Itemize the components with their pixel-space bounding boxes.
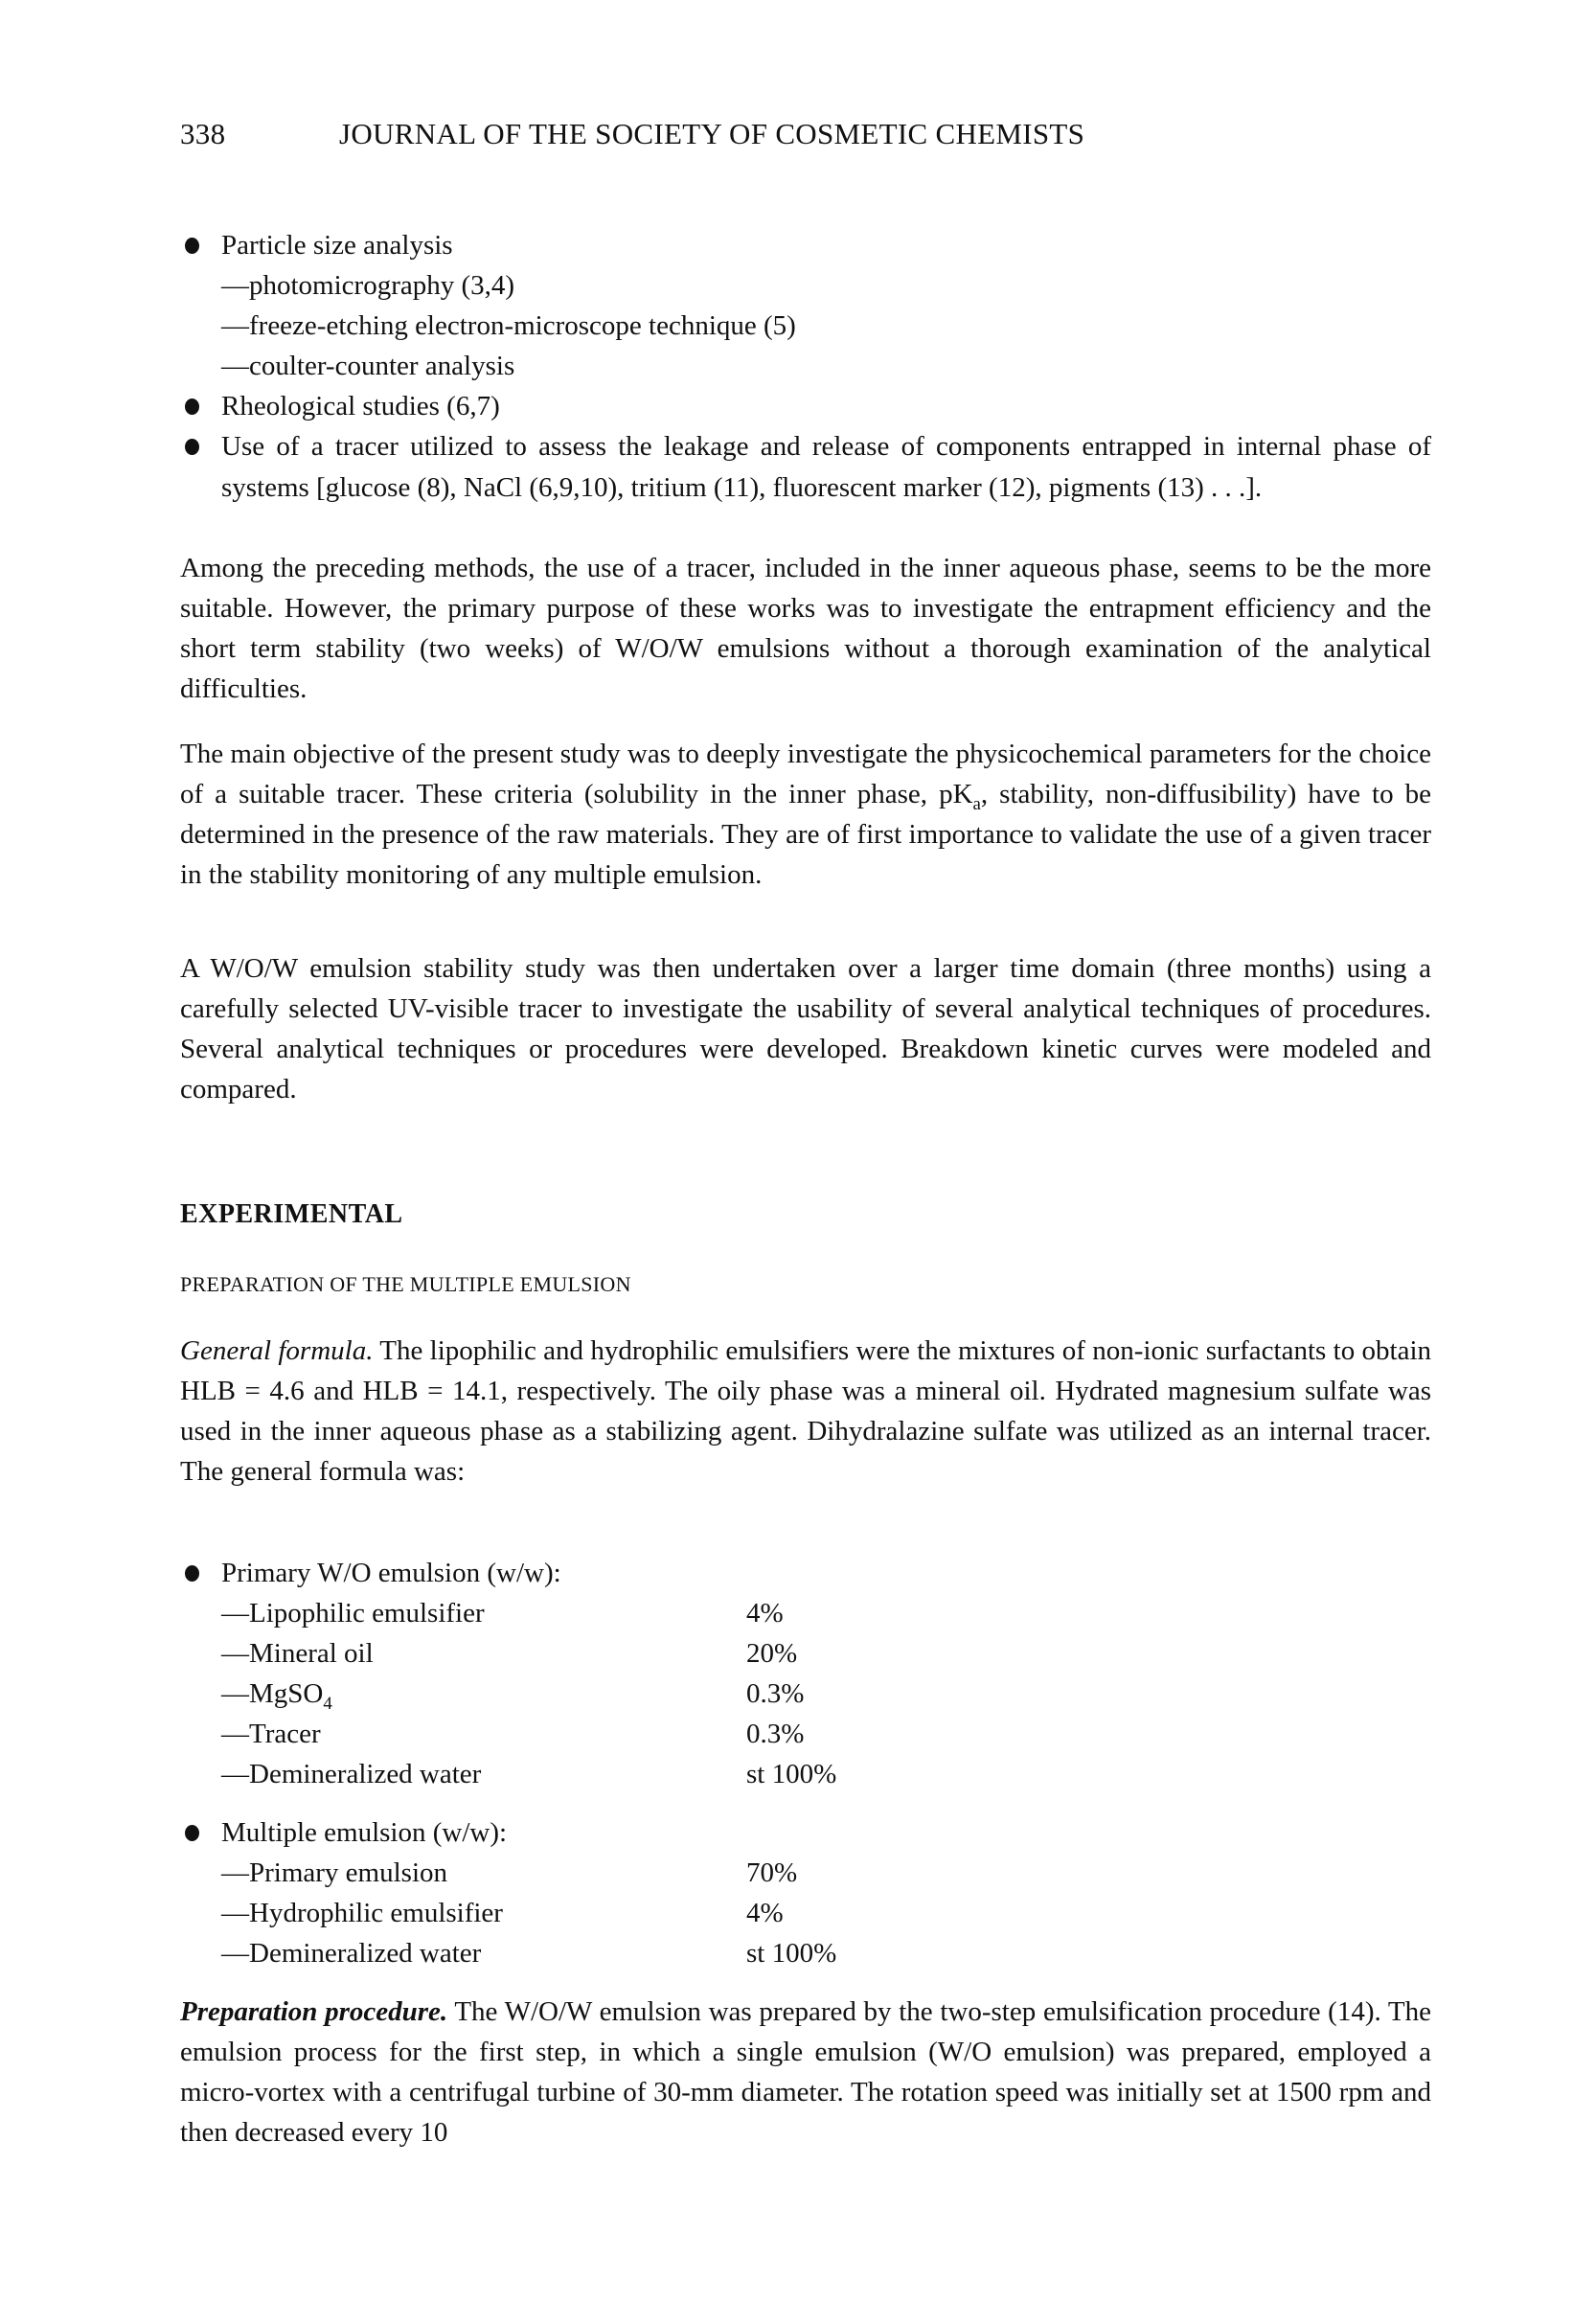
formula-multiple	[180, 1812, 1431, 1973]
ingredient: —Mineral oil	[221, 1638, 374, 1670]
list-item-text: Particle size analysis	[221, 230, 453, 261]
ingredient	[221, 1674, 746, 1714]
journal-title: JOURNAL OF THE SOCIETY OF COSMETIC CHEMISTS	[339, 117, 1085, 150]
ingredient-text: —MgSO	[221, 1678, 324, 1710]
amount: 0.3%	[746, 1719, 805, 1750]
methods-list	[180, 225, 1431, 508]
paragraph	[180, 734, 1431, 895]
runin-heading: General formula.	[180, 1335, 374, 1366]
formula-row	[180, 1593, 1431, 1633]
list-item	[180, 426, 1431, 507]
formula-row	[180, 1893, 1431, 1933]
bullet-icon	[185, 1565, 199, 1582]
ingredient: —Lipophilic emulsifier	[221, 1598, 485, 1629]
amount: 4%	[746, 1598, 784, 1629]
paragraph: Among the preceding methods, the use of a tracer, included in the inner aqueous phase, seems to be the more suitable. However, the primary purpose of these works was to investigate the entrapment efficiency and the short term stability (two weeks) of W/O/W emulsions without a thorough examination of the analytical difficulties.	[180, 553, 1431, 705]
list-item-text: Rheological studies (6,7)	[221, 391, 500, 422]
list-title: Primary W/O emulsion (w/w):	[221, 1558, 561, 1588]
bullet-icon	[185, 399, 199, 415]
text: The main objective of the present study was to deeply investigate the physicochemical parameters for the choice of a suitable tracer. These criteria (solubility in the inner phase, pK	[180, 739, 1431, 810]
bullet-icon	[185, 238, 199, 254]
list-title: Multiple emulsion (w/w):	[221, 1817, 508, 1848]
formula-row	[180, 1714, 1431, 1754]
text: The lipophilic and hydrophilic emulsifiers were the mixtures of non-ionic surfactants to obtain HLB = 4.6 and HLB = 14.1, respectively. The oily phase was a mineral oil. Hydrated magnesium sulfate was used in the inner aqueous phase as a stabilizing agent. Dihydralazine sulfate was utilized as an internal tracer. The general formula was:	[180, 1335, 1431, 1488]
formula-row	[180, 1674, 1431, 1714]
paragraph	[180, 1331, 1431, 1492]
subsection-heading: PREPARATION OF THE MULTIPLE EMULSION	[180, 1272, 631, 1296]
formula-primary	[180, 1553, 1431, 1795]
bullet-icon	[185, 439, 199, 455]
amount: st 100%	[746, 1938, 837, 1970]
runin-heading: Preparation procedure.	[180, 1996, 448, 2027]
subscript: 4	[323, 1694, 332, 1715]
ingredient: —Demineralized water	[221, 1938, 482, 1970]
amount: 70%	[746, 1857, 798, 1889]
ingredient: —Primary emulsion	[221, 1857, 448, 1889]
formula-row	[180, 1853, 1431, 1893]
amount: 4%	[746, 1898, 784, 1929]
list-item	[180, 1812, 1431, 1853]
list-item	[180, 1553, 1431, 1593]
text: The W/O/W emulsion was prepared by the two-step emulsification procedure (14). The emulsion process for the first step, in which a single emulsion (W/O emulsion) was prepared, employed a micro-vortex with a centrifugal turbine of 30-mm diameter. The rotation speed was initially set at 1500 rpm and then decreased every 10	[180, 1996, 1431, 2149]
bullet-icon	[185, 1825, 199, 1841]
section-heading: EXPERIMENTAL	[180, 1199, 403, 1229]
amount: 20%	[746, 1638, 798, 1670]
formula-row	[180, 1754, 1431, 1794]
list-item	[180, 225, 1431, 265]
paragraph: A W/O/W emulsion stability study was then undertaken over a larger time domain (three months) using a carefully selected UV-visible tracer to investigate the usability of several analytical techniques of procedures. Several analytical techniques or procedures were developed. Breakdown kinetic curves were modeled and compared.	[180, 953, 1431, 1105]
ingredient: —Tracer	[221, 1719, 321, 1750]
sub-item: —photomicrography (3,4)	[221, 270, 515, 302]
text: , stability, non-diffusibility) have to be determined in the presence of the raw materials. They are of first importance to validate the use of a given tracer in the stability monitoring of any multiple emulsion.	[180, 779, 1431, 891]
amount: 0.3%	[746, 1678, 805, 1710]
list-item-text: Use of a tracer utilized to assess the leakage and release of components entrapped in internal phase of systems [glucose (8), NaCl (6,9,10), tritium (11), fluorescent marker (12), pigments (13) . . .].	[221, 431, 1431, 503]
subscript: a	[972, 793, 981, 814]
formula-row	[180, 1633, 1431, 1674]
page-number: 338	[180, 117, 226, 150]
amount: st 100%	[746, 1759, 837, 1790]
sub-item: —coulter-counter analysis	[221, 351, 515, 382]
paragraph	[180, 1992, 1431, 2153]
formula-row	[180, 1933, 1431, 1973]
ingredient: —Hydrophilic emulsifier	[221, 1898, 503, 1929]
ingredient: —Demineralized water	[221, 1759, 482, 1790]
list-item	[180, 386, 1431, 426]
sub-item: —freeze-etching electron-microscope technique (5)	[221, 310, 796, 342]
running-header	[180, 117, 1084, 151]
